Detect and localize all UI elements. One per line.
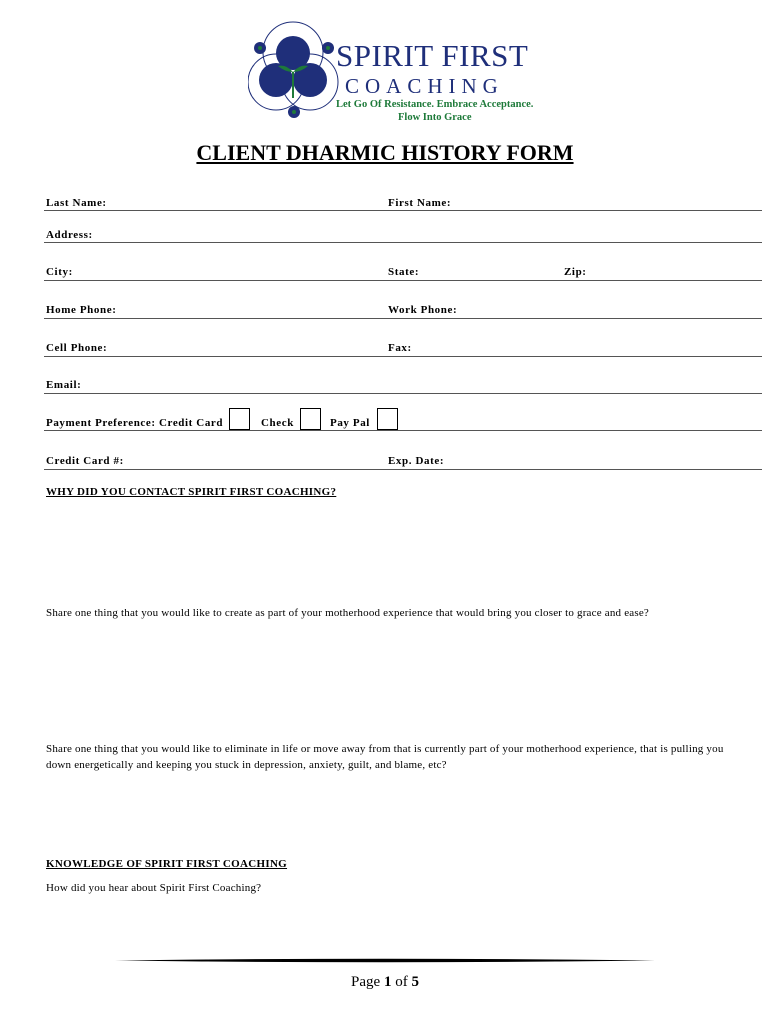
page-number: [0, 974, 770, 991]
credit-card-line[interactable]: [44, 469, 762, 470]
form-title: CLIENT DHARMIC HISTORY FORM: [196, 140, 574, 165]
page-total: 5: [411, 974, 419, 990]
payment-line: [44, 430, 762, 431]
work-phone-label: Work Phone:: [388, 304, 458, 316]
email-line[interactable]: [44, 393, 762, 394]
logo-tagline-1: Let Go Of Resistance. Embrace Acceptance.: [336, 99, 534, 110]
page-of: of: [391, 974, 412, 990]
home-phone-label: Home Phone:: [46, 304, 117, 316]
credit-card-label: Credit Card #:: [46, 455, 124, 467]
logo-brand-name: SPIRIT FIRST: [336, 38, 529, 73]
cell-fax-line[interactable]: [44, 356, 762, 357]
payment-preference-label: Payment Preference: Credit Card: [46, 417, 224, 429]
question-create: Share one thing that you would like to create as part of your motherhood experience that would bring you closer to grace and ease?: [46, 607, 650, 619]
logo-tagline-2: Flow Into Grace: [398, 112, 472, 123]
logo-circles-icon: [248, 20, 348, 130]
state-label: State:: [388, 266, 420, 278]
fax-label: Fax:: [388, 342, 412, 354]
credit-card-checkbox[interactable]: [229, 408, 250, 430]
address-line[interactable]: [44, 242, 762, 243]
exp-date-label: Exp. Date:: [388, 455, 445, 467]
question-heard-about: How did you hear about Spirit First Coaching?: [46, 882, 262, 894]
page-current: 1: [383, 974, 392, 990]
address-label: Address:: [46, 229, 93, 241]
last-first-name-line[interactable]: [44, 210, 762, 211]
city-state-zip-line[interactable]: [44, 280, 762, 281]
cell-phone-label: Cell Phone:: [46, 342, 108, 354]
spirit-first-logo: [248, 20, 548, 130]
check-label: Check: [261, 417, 294, 429]
paypal-checkbox[interactable]: [377, 408, 398, 430]
phone-line[interactable]: [44, 318, 762, 319]
check-checkbox[interactable]: [300, 408, 321, 430]
why-contact-heading: WHY DID YOU CONTACT SPIRIT FIRST COACHING?: [46, 486, 337, 498]
knowledge-heading: KNOWLEDGE OF SPIRIT FIRST COACHING: [46, 858, 288, 870]
logo-brand-sub: COACHING: [345, 74, 504, 98]
city-label: City:: [46, 266, 73, 278]
question-eliminate: Share one thing that you would like to eliminate in life or move away from that is currently part of your motherhood experience, that is pulling you down energetically and keeping you stuck in depression, anxiety, guilt, and blame, etc?: [46, 743, 724, 771]
email-label: Email:: [46, 379, 82, 391]
first-name-label: First Name:: [388, 197, 452, 209]
last-name-label: Last Name:: [46, 197, 107, 209]
zip-label: Zip:: [564, 266, 587, 278]
footer-divider: [115, 958, 655, 963]
page-prefix: Page: [351, 974, 384, 990]
paypal-label: Pay Pal: [330, 417, 370, 429]
